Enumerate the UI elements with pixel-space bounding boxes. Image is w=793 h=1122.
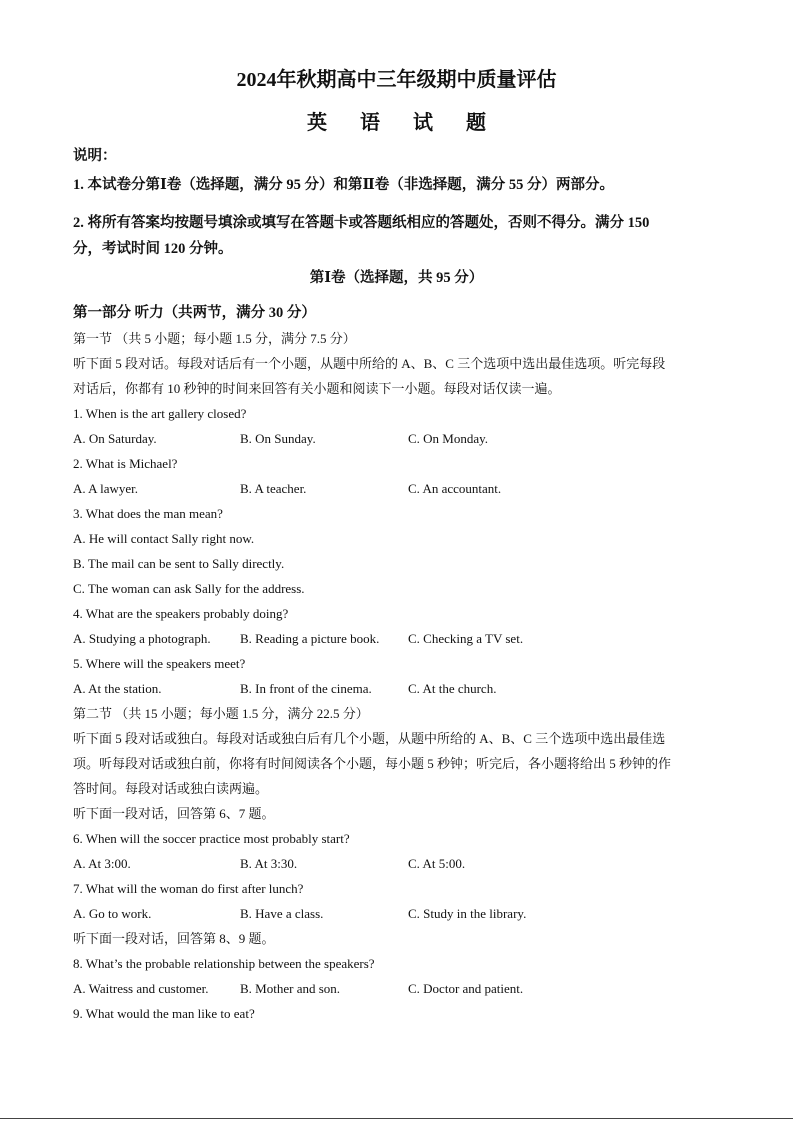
section-1-title: 第一节 （共 5 小题；每小题 1.5 分，满分 7.5 分） — [73, 331, 356, 346]
question-1: 1. When is the art gallery closed? — [73, 406, 247, 421]
q5-option-a: A. At the station. — [73, 681, 162, 696]
q8-option-c: C. Doctor and patient. — [408, 981, 524, 996]
question-4: 4. What are the speakers probably doing? — [73, 606, 289, 621]
q1-option-b: B. On Sunday. — [240, 431, 316, 446]
q2-option-b: B. A teacher. — [240, 481, 307, 496]
q7-option-b: B. Have a class. — [240, 906, 324, 921]
question-7: 7. What will the woman do first after lunch? — [73, 881, 304, 896]
q2-option-c: C. An accountant. — [408, 481, 502, 496]
note-item-2-line-2: 分，考试时间 120 分钟。 — [73, 241, 233, 257]
q7-option-c: C. Study in the library. — [408, 906, 527, 921]
question-5: 5. Where will the speakers meet? — [73, 656, 246, 671]
q1-option-c: C. On Monday. — [408, 431, 489, 446]
q2-option-a: A. A lawyer. — [73, 481, 138, 496]
volume-1-title: 第Ⅰ卷（选择题，共 95 分） — [309, 270, 484, 286]
section-2-instructions-line-3: 答时间。每段对话或独白读两遍。 — [73, 781, 269, 796]
group-8-9-instruction: 听下面一段对话，回答第 8、9 题。 — [73, 931, 275, 946]
question-2: 2. What is Michael? — [73, 456, 178, 471]
q8-option-b: B. Mother and son. — [240, 981, 341, 996]
section-2-title: 第二节 （共 15 小题；每小题 1.5 分，满分 22.5 分） — [73, 706, 369, 721]
q7-option-a: A. Go to work. — [73, 906, 152, 921]
q4-option-c: C. Checking a TV set. — [408, 631, 524, 646]
q6-option-a: A. At 3:00. — [73, 856, 131, 871]
section-1-instructions-line-1: 听下面 5 段对话。每段对话后有一个小题，从题中所给的 A、B、C 三个选项中选出最佳选项。听完每段 — [73, 356, 666, 371]
section-2-instructions-line-2: 项。听每段对话或独白前，你将有时间阅读各个小题，每小题 5 秒钟；听完后，各小题将给出 5 秒钟的作 — [73, 756, 672, 771]
section-1-instructions-line-2: 对话后，你都有 10 秒钟的时间来回答有关小题和阅读下一小题。每段对话仅读一遍。 — [73, 381, 561, 396]
exam-subtitle: 英 语 试 题 — [307, 112, 500, 134]
note-item-1: 1. 本试卷分第Ⅰ卷（选择题，满分 95 分）和第Ⅱ卷（非选择题，满分 55 分）两部分。 — [73, 177, 614, 193]
q6-option-c: C. At 5:00. — [408, 856, 466, 871]
question-9: 9. What would the man like to eat? — [73, 1006, 255, 1021]
q3-option-b: B. The mail can be sent to Sally directly. — [73, 556, 285, 571]
notes-heading: 说明： — [73, 148, 117, 164]
exam-title: 2024年秋期高中三年级期中质量评估 — [236, 69, 557, 91]
q5-option-c: C. At the church. — [408, 681, 497, 696]
q8-option-a: A. Waitress and customer. — [73, 981, 209, 996]
group-6-7-instruction: 听下面一段对话，回答第 6、7 题。 — [73, 806, 275, 821]
q4-option-b: B. Reading a picture book. — [240, 631, 380, 646]
q4-option-a: A. Studying a photograph. — [73, 631, 211, 646]
q1-option-a: A. On Saturday. — [73, 431, 157, 446]
question-6: 6. When will the soccer practice most probably start? — [73, 831, 350, 846]
q5-option-b: B. In front of the cinema. — [240, 681, 372, 696]
page-bottom-rule — [0, 1118, 793, 1119]
q6-option-b: B. At 3:30. — [240, 856, 298, 871]
note-item-2-line-1: 2. 将所有答案均按题号填涂或填写在答题卡或答题纸相应的答题处，否则不得分。满分 150 — [73, 215, 650, 231]
q3-option-c: C. The woman can ask Sally for the address. — [73, 581, 305, 596]
section-2-instructions-line-1: 听下面 5 段对话或独白。每段对话或独白后有几个小题，从题中所给的 A、B、C 三个选项中选出最佳选 — [73, 731, 666, 746]
part-1-title: 第一部分 听力（共两节，满分 30 分） — [73, 305, 316, 321]
q3-option-a: A. He will contact Sally right now. — [73, 531, 255, 546]
question-3: 3. What does the man mean? — [73, 506, 223, 521]
question-8: 8. What’s the probable relationship between the speakers? — [73, 956, 375, 971]
